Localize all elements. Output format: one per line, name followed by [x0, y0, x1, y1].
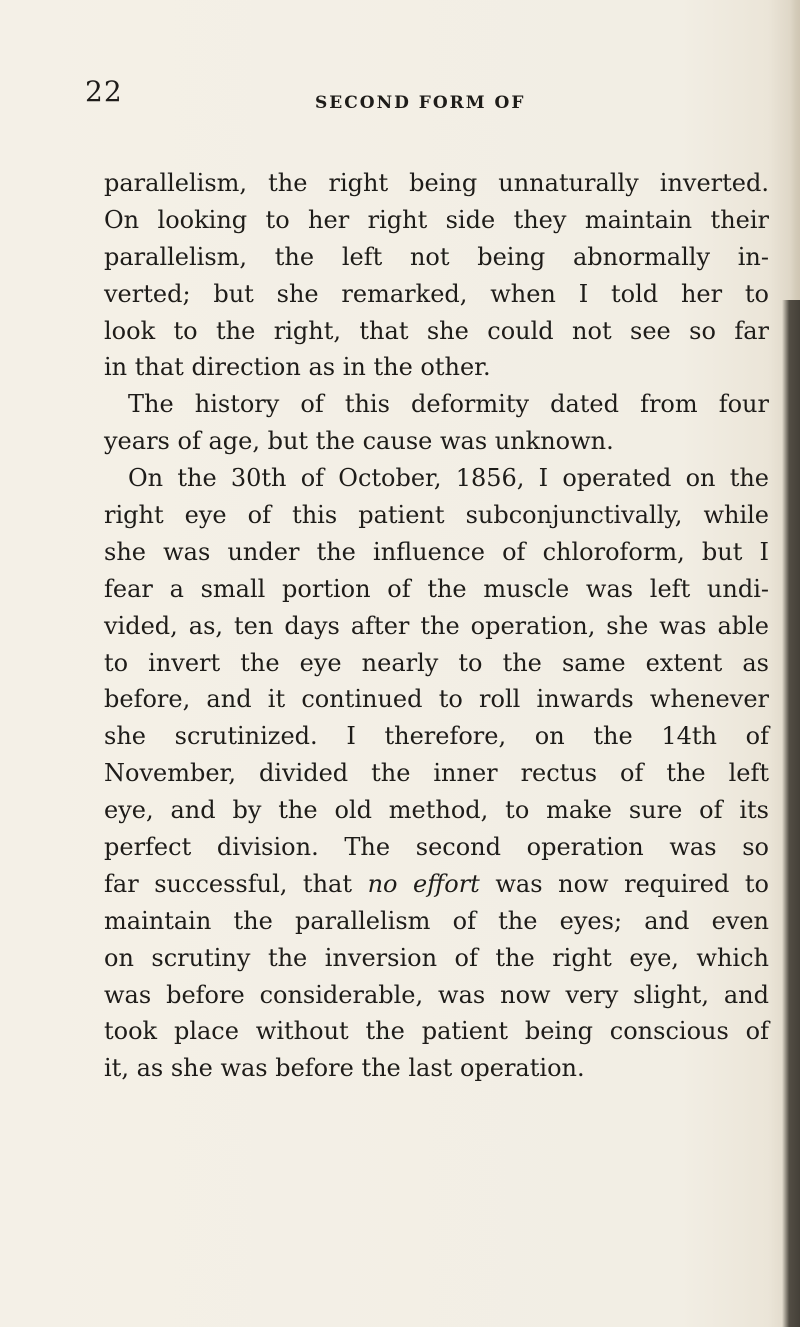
text-run: far successful, that	[104, 869, 368, 898]
text-line: years of age, but the cause was unknown.	[104, 427, 614, 456]
text-line: was before considerable, was now very slight, and	[104, 980, 769, 1009]
text-line: to invert the eye nearly to the same extent as	[104, 648, 769, 677]
running-head: SECOND FORM OF	[315, 93, 526, 113]
page-number: 22	[85, 75, 123, 108]
binding-edge	[782, 300, 800, 1327]
text-line: she scrutinized. I therefore, on the 14th of	[104, 722, 769, 751]
text-line: on scrutiny the inversion of the right eye, which	[104, 943, 769, 972]
text-line: November, divided the inner rectus of the left	[104, 759, 769, 788]
text-line: parallelism, the right being unnaturally inverted.	[104, 169, 769, 197]
page-edge-shadow	[790, 0, 800, 300]
text-line: perfect division. The second operation was so	[104, 833, 769, 862]
text-line: took place without the patient being conscious of	[104, 1017, 769, 1046]
body-text	[104, 165, 769, 1087]
text-line: eye, and by the old method, to make sure of its	[104, 796, 769, 825]
text-line: maintain the parallelism of the eyes; and even	[104, 906, 769, 935]
text-line	[104, 866, 769, 903]
text-line: in that direction as in the other.	[104, 353, 491, 382]
text-line: fear a small portion of the muscle was left undi-	[104, 574, 769, 603]
text-line: On looking to her right side they maintain their	[104, 205, 769, 234]
italic-emphasis: no effort	[367, 869, 480, 898]
text-line: before, and it continued to roll inwards whenever	[104, 685, 769, 714]
text-line: look to the right, that she could not see so far	[104, 316, 769, 345]
text-line: it, as she was before the last operation.	[104, 1054, 585, 1083]
text-line: On the 30th of October, 1856, I operated on the	[128, 464, 769, 493]
text-run: was now required to	[479, 869, 769, 898]
text-line: vided, as, ten days after the operation, she was able	[104, 611, 769, 640]
text-line: right eye of this patient subconjunctivally, while	[104, 501, 769, 530]
text-line: she was under the influence of chloroform, but I	[104, 537, 769, 566]
text-line: verted; but she remarked, when I told her to	[104, 279, 769, 308]
text-line: The history of this deformity dated from four	[128, 390, 769, 419]
text-line: parallelism, the left not being abnormally in-	[104, 242, 769, 271]
